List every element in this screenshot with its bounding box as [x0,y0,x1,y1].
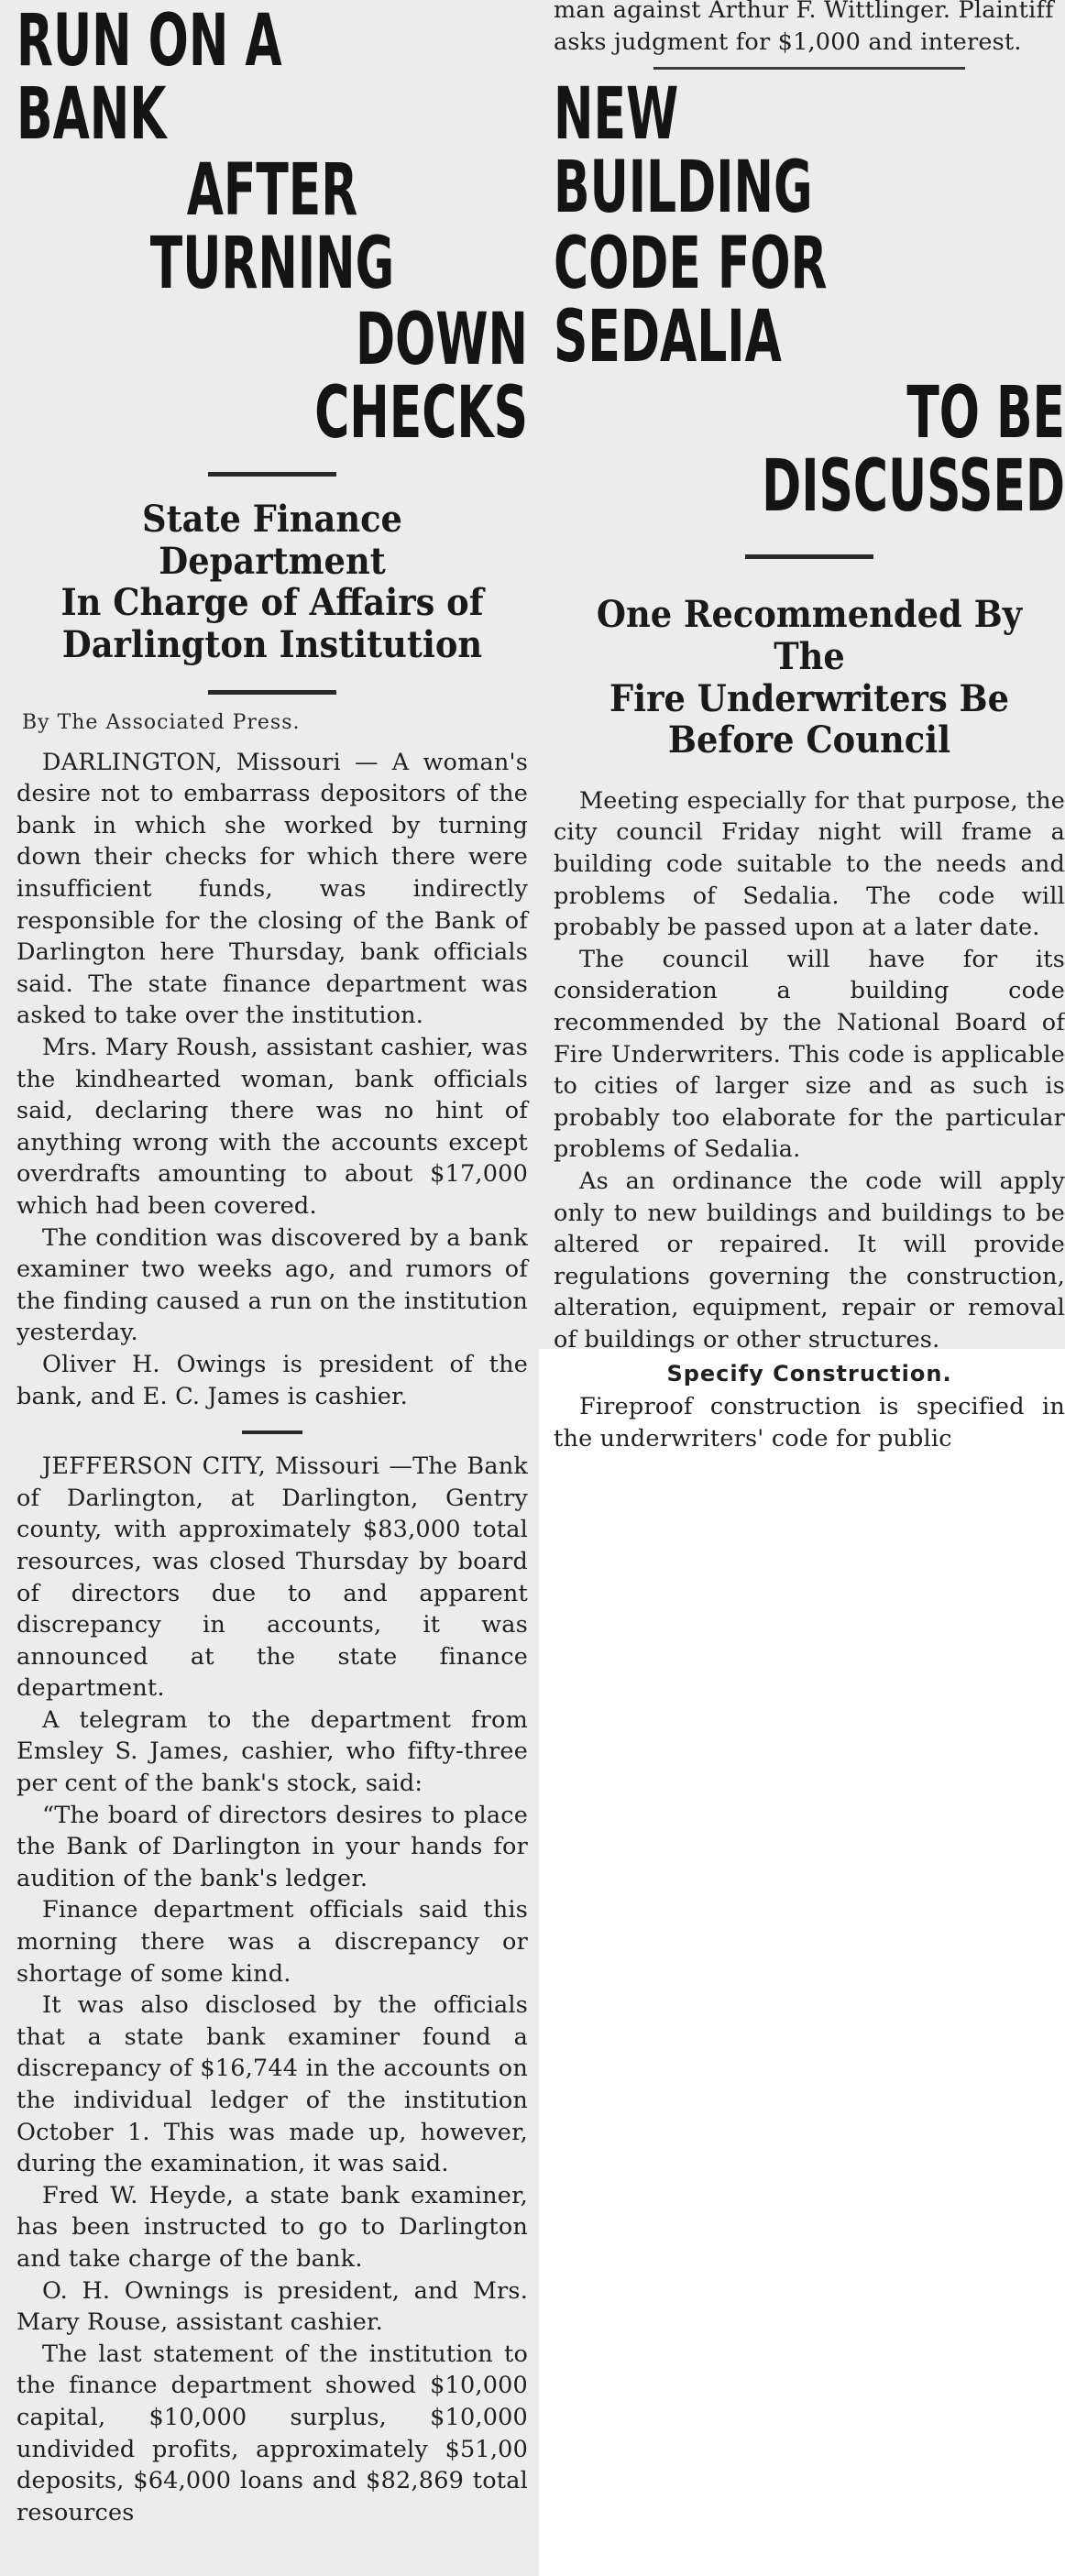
headline-building-code [554,73,1065,528]
subhead-finance-department [16,499,528,665]
subhead-line-3: Before Council [667,718,951,762]
paragraph: The council will have for its consideration a building code recommended by the National Board of Fire Underwriters. This code is applicable to cities of larger size and as such is probably too elaborate for the particular problems of Sedalia. [554,945,1065,1164]
subhead-line-2: In Charge of Affairs of [60,581,484,625]
paragraph: Finance department officials said this morning there was a discrepancy or shortage of some kind. [16,1896,528,1988]
paragraph: DARLINGTON, Missouri — A woman's desire not to embarrass depositors of the bank in which she worked by turning down their checks for which there were insufficient funds, was indirectly responsible for the closing of the Bank of Darlington here Thursday, bank officials said. The state finance department was asked to take over the institution. [16,748,528,1030]
paragraph: “The board of directors desires to place the Bank of Darlington in your hands for audition of the bank's ledger. [16,1801,528,1892]
subhead-line-1: State Finance Department [142,498,402,583]
subhead-fire-underwriters [554,594,1065,761]
section-heading: Specify Construction. [666,1360,952,1387]
paragraph: man against Arthur F. Wittlinger. Plaintiff asks judgment for $1,000 and interest. [554,0,1054,56]
divider-rule [208,690,336,695]
paragraph: Meeting especially for that purpose, the city council Friday night will frame a building code suitable to the needs and problems of Sedalia. The code will probably be passed upon at a later date. [554,786,1065,942]
divider-rule [653,67,965,70]
continued-story [554,0,1065,58]
subhead-line-2: Fire Underwriters Be [609,676,1009,720]
paragraph: It was also disclosed by the officials that a state bank examiner found a discrepancy of $16,744 in the accounts on the individual ledger of the institution October 1. This was made up, however, during the examination, it was said. [16,1991,528,2178]
headline-line-2: CODE FOR SEDALIA [554,223,828,378]
headline-line-1: NEW BUILDING [554,73,813,229]
divider-rule [208,472,336,477]
headline-line-2: AFTER TURNING [149,149,395,305]
headline-bank-run [16,0,528,455]
divider-rule [242,1431,302,1434]
paragraph: Mrs. Mary Roush, assistant cashier, was the kindhearted woman, bank officials said, declaring there was no hint of anything wrong with the accounts except overdrafts amounting to about $17,000 which had been covered. [16,1034,528,1220]
paragraph: JEFFERSON CITY, Missouri —The Bank of Darlington, at Darlington, Gentry county, with approximately $83,000 total resources, was closed Thursday by board of directors due to and apparent discrepancy in accounts, it was announced at the state finance department. [16,1452,528,1703]
story-building-code [554,785,1065,1454]
story-jefferson-city [16,1451,528,2528]
paragraph: Fireproof construction is specified in the underwriters' code for public [554,1393,1065,1452]
paragraph: The last statement of the institution to the finance department showed $10,000 capital, $10,000 surplus, $10,000 undivided profits, approximately $51,00 deposits, $64,000 loans and $82,869 total resources [16,2340,528,2527]
headline-line-1: RUN ON A BANK [16,0,282,156]
paragraph: A telegram to the department from Emsley S. James, cashier, who fifty-three per cent of the bank's stock, said: [16,1705,528,1798]
headline-line-3: DOWN CHECKS [314,299,528,455]
right-column [539,0,1065,1452]
byline: By The Associated Press. [22,710,301,734]
headline-line-3: TO BE DISCUSSED [762,372,1065,528]
divider-rule [745,554,873,559]
paragraph: As an ordinance the code will apply only to new buildings and buildings to be altered or repaired. It will provide regulations governing the construction, alteration, equipment, repair or removal of buildings or other structures. [554,1167,1065,1354]
paragraph: Fred W. Heyde, a state bank examiner, has been instructed to go to Darlington and take charge of the bank. [16,2181,528,2273]
paragraph: The condition was discovered by a bank examiner two weeks ago, and rumors of the finding caused a run on the institution yesterday. [16,1223,528,1347]
subhead-line-3: Darlington Institution [61,623,483,667]
paragraph: Oliver H. Owings is president of the bank, and E. C. James is cashier. [16,1350,528,1410]
story-darlington [16,747,528,1412]
subhead-line-1: One Recommended By The [596,593,1023,679]
paragraph: O. H. Ownings is president, and Mrs. Mary Rouse, assistant cashier. [16,2276,528,2337]
